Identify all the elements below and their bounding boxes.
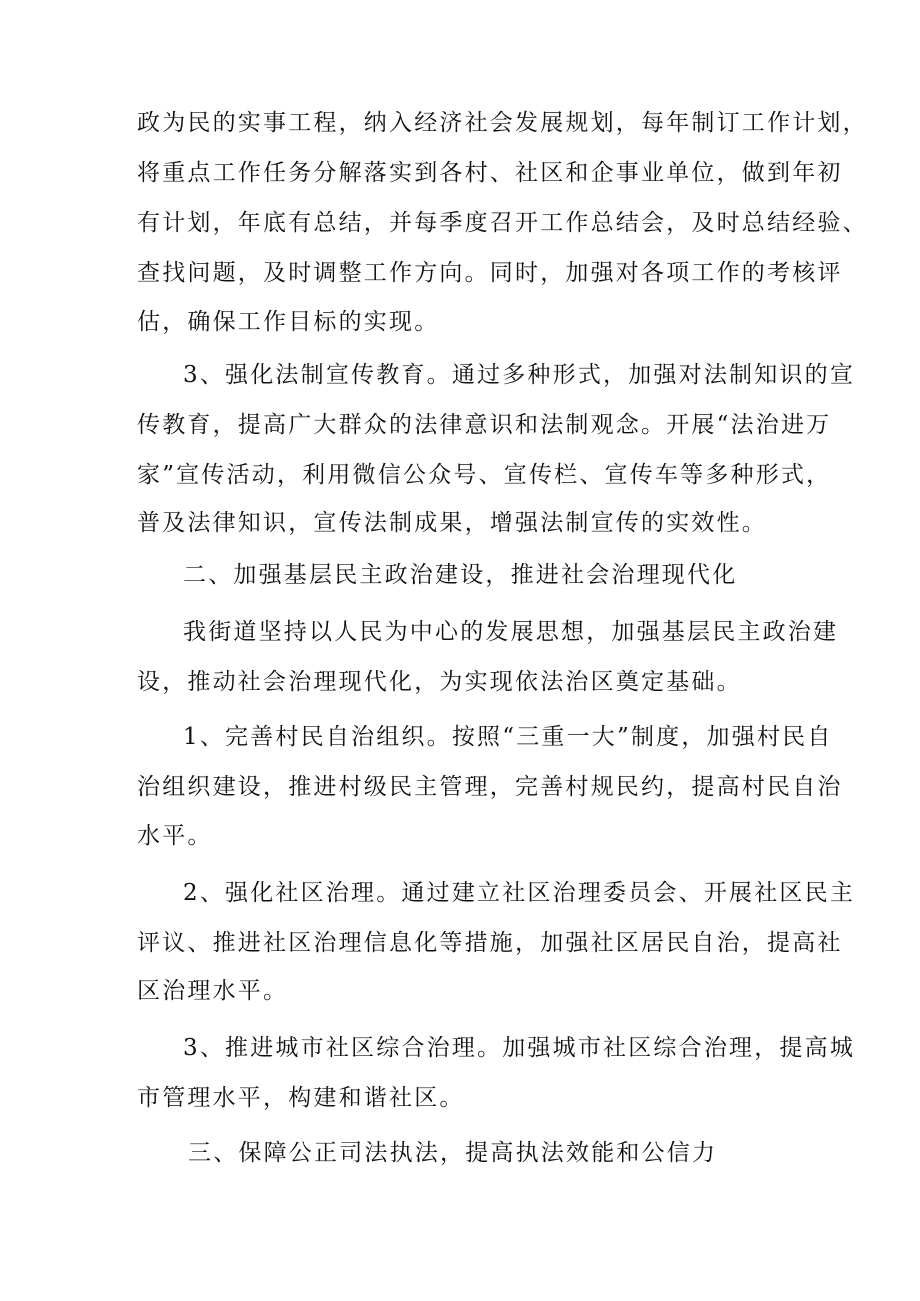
text-line: 治组织建设，推进村级民主管理，完善村规民约，提高村民自治 — [137, 774, 843, 800]
text-line: 设，推动社会治理现代化，为实现依法治区奠定基础。 — [137, 669, 742, 695]
text-line: 2、强化社区治理。通过建立社区治理委员会、开展社区民主 — [183, 880, 856, 906]
text-line: 我街道坚持以人民为中心的发展思想，加强基层民主政治建 — [183, 619, 839, 645]
text-line: 将重点工作任务分解落实到各村、社区和企事业单位，做到年初 — [137, 160, 843, 186]
text-line: 普及法律知识，宣传法制成果，增强法制宣传的实效性。 — [137, 510, 767, 536]
text-line: 政为民的实事工程，纳入经济社会发展规划，每年制订工作计划， — [137, 110, 868, 136]
section-heading: 三、保障公正司法执法，提高执法效能和公信力 — [188, 1140, 718, 1166]
section-heading: 二、加强基层民主政治建设，推进社会治理现代化 — [183, 562, 738, 588]
text-line: 区治理水平。 — [137, 978, 289, 1004]
text-line: 传教育，提高广大群众的法律意识和法制观念。开展“法治进万 — [137, 412, 832, 438]
text-line: 评议、推进社区治理信息化等措施，加强社区居民自治，提高社 — [137, 930, 843, 956]
text-line: 水平。 — [137, 823, 213, 849]
text-line: 查找问题，及时调整工作方向。同时，加强对各项工作的考核评 — [137, 260, 843, 286]
text-line: 估，确保工作目标的实现。 — [137, 309, 440, 335]
text-line: 1、完善村民自治组织。按照“三重一大”制度，加强村民自 — [183, 724, 833, 750]
text-line: 有计划，年底有总结，并每季度召开工作总结会，及时总结经验、 — [137, 210, 868, 236]
text-line: 市管理水平，构建和谐社区。 — [137, 1085, 465, 1111]
text-line: 家”宣传活动，利用微信公众号、宣传栏、宣传车等多种形式， — [137, 462, 832, 488]
text-line: 3、强化法制宣传教育。通过多种形式，加强对法制知识的宣 — [183, 362, 856, 388]
text-line: 3、推进城市社区综合治理。加强城市社区综合治理，提高城 — [183, 1035, 856, 1061]
